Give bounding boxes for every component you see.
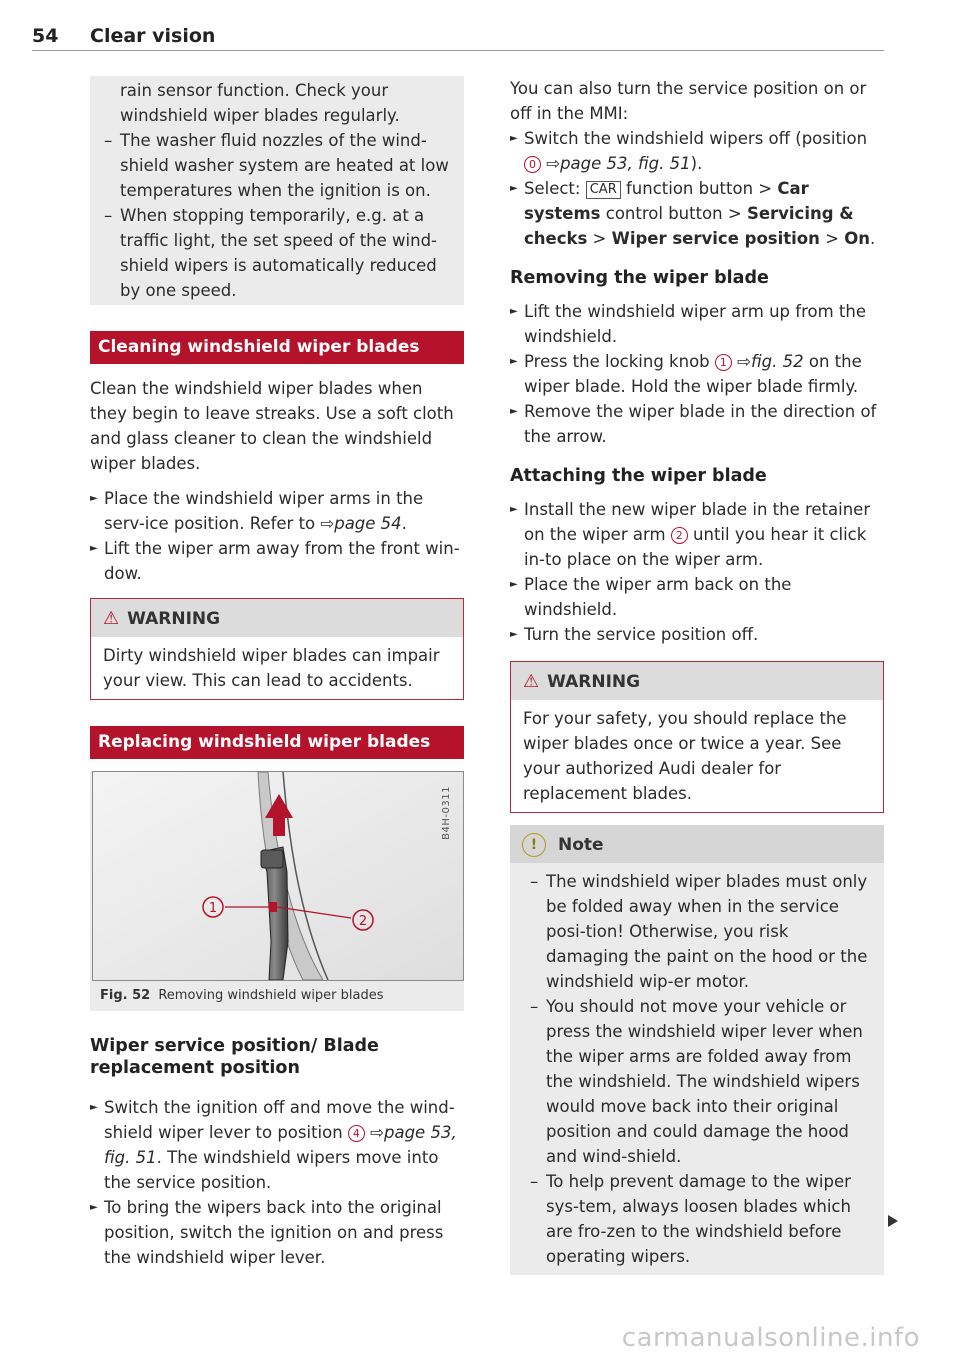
position-marker: 0 bbox=[524, 156, 541, 173]
page-number: 54 bbox=[32, 25, 59, 47]
page-header bbox=[32, 24, 884, 51]
step-text: > bbox=[825, 229, 839, 248]
step-text: Select: bbox=[524, 179, 581, 198]
callout-1: 1 bbox=[208, 901, 218, 916]
note-item: – You should not move your vehicle or press the windshield wiper lever when the wiper arms are folded away from the windshield. The windshield wipers would move back into their original position and could damage the hood and wind-shield. bbox=[524, 994, 876, 1169]
figure-caption bbox=[90, 981, 464, 1011]
mmi-step bbox=[510, 126, 884, 176]
step-text: Switch the windshield wipers off (position bbox=[524, 129, 868, 148]
warning-box bbox=[90, 598, 464, 700]
page-ref-link[interactable]: page 54 bbox=[334, 514, 402, 533]
step-text: until you hear it click in-to place on the wiper arm. bbox=[524, 525, 867, 569]
watermark: carmanualsonline.info bbox=[621, 1323, 920, 1353]
warning-triangle-icon: ⚠ bbox=[523, 671, 540, 692]
removing-heading: Removing the wiper blade bbox=[510, 268, 769, 288]
menu-path-item: On bbox=[844, 229, 870, 248]
cleaning-step: ► Lift the wiper arm away from the front win-dow. bbox=[90, 536, 464, 586]
cleaning-step: ► Place the windshield wiper arms in the serv-ice position. Refer to ⇨page 54. bbox=[90, 486, 464, 536]
attaching-heading: Attaching the wiper blade bbox=[510, 466, 767, 486]
step-text: control button > bbox=[605, 204, 742, 223]
intro-item: – The washer fluid nozzles of the wind-shield washer system are heated at low temperatures when the ignition is on. bbox=[98, 128, 452, 203]
arrow-ref-icon: ⇨ bbox=[546, 154, 561, 173]
removing-step: ► Lift the windshield wiper arm up from the windshield. bbox=[510, 299, 884, 349]
note-header bbox=[510, 825, 884, 863]
step-text: Switch the ignition off and move the wind-shield wiper lever to position bbox=[104, 1098, 455, 1142]
removing-step: ► Remove the wiper blade in the direction of the arrow. bbox=[510, 399, 884, 449]
step-text: ). bbox=[690, 154, 703, 173]
page-ref-link[interactable]: page 53, fig. 51 bbox=[104, 1123, 457, 1167]
service-position-heading: Wiper service position/ Blade replacement position bbox=[90, 1036, 379, 1078]
intro-note bbox=[90, 76, 464, 305]
arrow-ref-icon: ⇨ bbox=[320, 514, 335, 533]
fig-ref-link[interactable]: fig. 52 bbox=[750, 352, 804, 371]
service-step bbox=[90, 1095, 464, 1195]
right-column bbox=[510, 76, 884, 1275]
position-marker: 1 bbox=[715, 354, 732, 371]
warning-text: For your safety, you should replace the wiper blades once or twice a year. See your authorized Audi dealer for replacement blades. bbox=[523, 709, 847, 803]
menu-path-item: Wiper service position bbox=[611, 229, 820, 248]
step-text: > bbox=[592, 229, 607, 248]
note-title: Note bbox=[558, 835, 604, 855]
step-text: on the wiper blade. Hold the wiper blade firmly. bbox=[524, 352, 862, 396]
arrow-ref-icon: ⇨ bbox=[370, 1123, 384, 1142]
warning-box bbox=[510, 661, 884, 813]
page-ref-link[interactable]: page 53, fig. 51 bbox=[560, 154, 691, 173]
mmi-step: ► Select: CAR function button > Car systems control button > Servicing & checks > Wiper service position > On. bbox=[510, 176, 884, 251]
menu-path-item: Car systems bbox=[524, 179, 809, 223]
note-body bbox=[510, 863, 884, 1275]
figure-label: Fig. 52 bbox=[100, 988, 151, 1003]
note-item: – The windshield wiper blades must only be folded away when in the service posi-tion! Otherwise, you risk damaging the paint on the hood or the windshield wip-er motor. bbox=[524, 869, 876, 994]
arrow-ref-icon: ⇨ bbox=[737, 352, 751, 371]
figure-52 bbox=[90, 771, 464, 1011]
position-marker: 2 bbox=[671, 527, 688, 544]
removing-step bbox=[510, 349, 884, 399]
step-text: Press the locking knob bbox=[524, 352, 710, 371]
warning-title: WARNING bbox=[127, 609, 221, 629]
warning-text: Dirty windshield wiper blades can impair your view. This can lead to accidents. bbox=[103, 646, 440, 690]
attaching-step: ► Place the wiper arm back on the windshield. bbox=[510, 572, 884, 622]
continue-arrow-icon bbox=[888, 1215, 898, 1227]
service-step: ► To bring the wipers back into the original position, switch the ignition on and press the windshield wiper lever. bbox=[90, 1195, 464, 1270]
intro-item: – When stopping temporarily, e.g. at a traffic light, the set speed of the wind-shield wipers is automatically reduced by one speed. bbox=[98, 203, 452, 303]
mmi-paragraph: You can also turn the service position on or off in the MMI: bbox=[510, 79, 867, 123]
step-text: Install the new wiper blade in the retainer on the wiper arm bbox=[524, 500, 871, 544]
warning-header bbox=[511, 662, 883, 700]
warning-title: WARNING bbox=[547, 672, 641, 692]
attaching-step: ► Turn the service position off. bbox=[510, 622, 884, 647]
wiper-blade-illustration bbox=[93, 772, 463, 980]
intro-continuation: rain sensor function. Check your windshield wiper blades regularly. bbox=[120, 81, 400, 125]
replacing-banner: Replacing windshield wiper blades bbox=[90, 726, 464, 759]
figure-code: B4H-0311 bbox=[441, 786, 452, 840]
step-text: function button > bbox=[625, 179, 773, 198]
note-item: – To help prevent damage to the wiper sys-tem, always loosen blades which are fro-zen to the windshield before operating wipers. bbox=[524, 1169, 876, 1269]
figure-frame bbox=[92, 771, 464, 981]
car-key: CAR bbox=[586, 181, 621, 199]
note-info-icon: ! bbox=[522, 833, 546, 857]
figure-caption-text: Removing windshield wiper blades bbox=[158, 988, 384, 1003]
menu-path-item: Servicing & checks bbox=[524, 204, 854, 248]
left-column bbox=[90, 76, 464, 1270]
section-title: Clear vision bbox=[90, 25, 216, 47]
note-box bbox=[510, 825, 884, 1275]
position-marker: 4 bbox=[348, 1125, 365, 1142]
callout-2: 2 bbox=[358, 914, 368, 929]
warning-triangle-icon: ⚠ bbox=[103, 608, 120, 629]
attaching-step bbox=[510, 497, 884, 572]
warning-header bbox=[91, 599, 463, 637]
cleaning-banner: Cleaning windshield wiper blades bbox=[90, 331, 464, 364]
cleaning-paragraph: Clean the windshield wiper blades when they begin to leave streaks. Use a soft cloth and glass cleaner to clean the windshield wiper blades. bbox=[90, 379, 454, 473]
step-text: Place the windshield wiper arms in the serv-ice position. Refer to bbox=[104, 489, 424, 533]
step-text: . The windshield wipers move into the service position. bbox=[104, 1148, 439, 1192]
